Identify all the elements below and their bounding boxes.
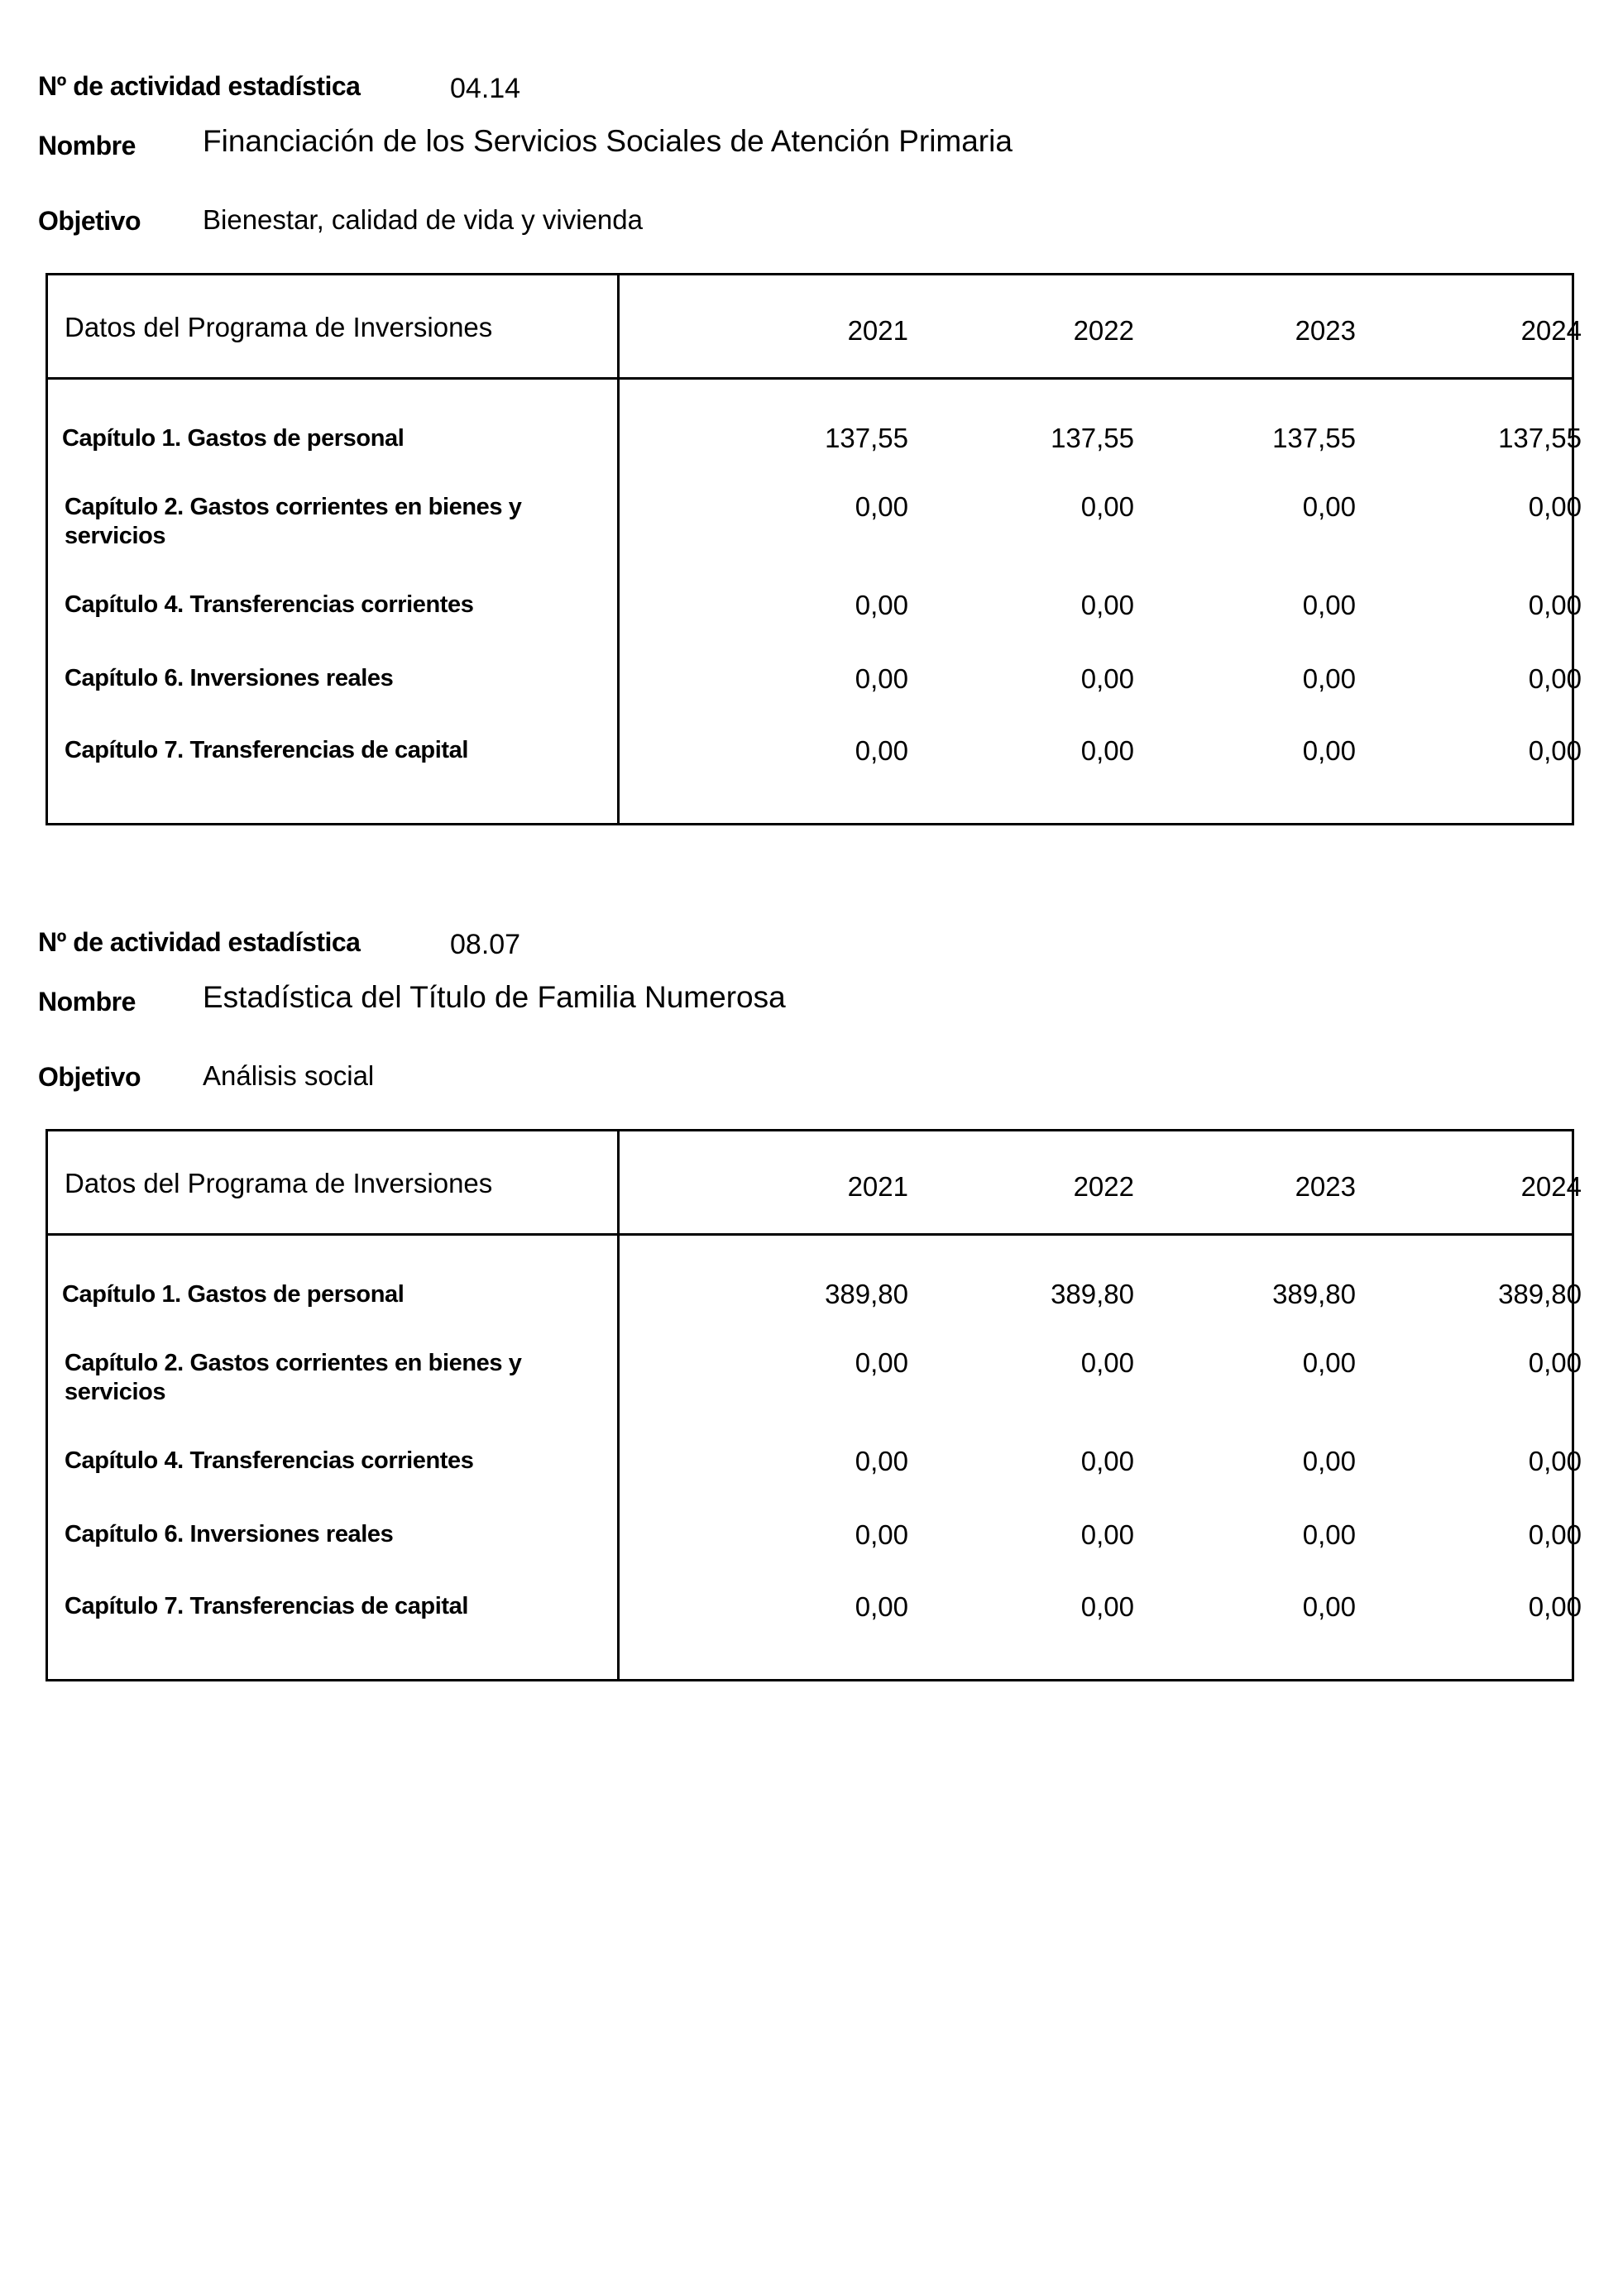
- investment-table: [45, 273, 1582, 825]
- cell-cap1-2021: 137,55: [825, 423, 908, 453]
- cell-cap4-2021: 0,00: [855, 590, 908, 620]
- year-header-2023: 2023: [1295, 315, 1356, 346]
- cell-cap4-2024: 0,00: [1528, 590, 1582, 620]
- cell-cap1-2022: 137,55: [1051, 423, 1134, 453]
- activity-number-label: Nº de actividad estadística: [38, 71, 361, 101]
- objective-label: Objetivo: [38, 1062, 141, 1092]
- cell-cap6-2024: 0,00: [1528, 663, 1582, 694]
- cell-cap6-2022: 0,00: [1080, 1519, 1134, 1550]
- cell-cap4-2021: 0,00: [855, 1446, 908, 1476]
- cell-cap2-2021: 0,00: [855, 491, 908, 522]
- year-header-2024: 2024: [1520, 315, 1582, 346]
- row-label-cap1: Capítulo 1. Gastos de personal: [62, 1281, 405, 1308]
- cell-cap6-2024: 0,00: [1528, 1519, 1582, 1550]
- cell-cap1-2024: 389,80: [1498, 1279, 1582, 1309]
- cell-cap7-2023: 0,00: [1302, 735, 1356, 766]
- cell-cap7-2021: 0,00: [855, 1591, 908, 1622]
- row-label-cap2: Capítulo 2. Gastos corrientes en bienes y servicios: [65, 1350, 522, 1405]
- activity-number-value: 04.14: [450, 73, 521, 104]
- activity-section-1: [0, 0, 1623, 860]
- cell-cap6-2023: 0,00: [1302, 1519, 1356, 1550]
- row-label-cap6: Capítulo 6. Inversiones reales: [65, 1521, 394, 1547]
- header-divider: [48, 377, 1572, 380]
- cell-cap6-2021: 0,00: [855, 1519, 908, 1550]
- cell-cap1-2024: 137,55: [1498, 423, 1582, 453]
- cell-cap2-2024: 0,00: [1528, 1347, 1582, 1378]
- row-label-cap2: Capítulo 2. Gastos corrientes en bienes y servicios: [65, 494, 522, 549]
- name-value: Estadística del Título de Familia Numerosa: [203, 980, 786, 1014]
- cell-cap6-2023: 0,00: [1302, 663, 1356, 694]
- cell-cap7-2024: 0,00: [1528, 1591, 1582, 1622]
- cell-cap2-2023: 0,00: [1302, 491, 1356, 522]
- cell-cap4-2023: 0,00: [1302, 1446, 1356, 1476]
- header-divider: [48, 1233, 1572, 1236]
- row-label-cap4: Capítulo 4. Transferencias corrientes: [65, 1447, 474, 1474]
- year-header-2024: 2024: [1520, 1171, 1582, 1202]
- year-header-2022: 2022: [1073, 1171, 1134, 1202]
- cell-cap7-2022: 0,00: [1080, 1591, 1134, 1622]
- cell-cap7-2024: 0,00: [1528, 735, 1582, 766]
- row-label-cap7: Capítulo 7. Transferencias de capital: [65, 737, 469, 763]
- cell-cap7-2022: 0,00: [1080, 735, 1134, 766]
- row-label-cap4: Capítulo 4. Transferencias corrientes: [65, 591, 474, 618]
- cell-cap6-2022: 0,00: [1080, 663, 1134, 694]
- name-label: Nombre: [38, 131, 136, 160]
- cell-cap1-2022: 389,80: [1051, 1279, 1134, 1309]
- activity-number-label: Nº de actividad estadística: [38, 927, 361, 957]
- year-header-2021: 2021: [847, 315, 908, 346]
- cell-cap2-2022: 0,00: [1080, 491, 1134, 522]
- year-header-2021: 2021: [847, 1171, 908, 1202]
- row-label-cap1: Capítulo 1. Gastos de personal: [62, 425, 405, 452]
- cell-cap1-2023: 389,80: [1272, 1279, 1356, 1309]
- name-label: Nombre: [38, 987, 136, 1016]
- row-label-cap7: Capítulo 7. Transferencias de capital: [65, 1593, 469, 1619]
- row-label-cap6: Capítulo 6. Inversiones reales: [65, 665, 394, 691]
- objective-label: Objetivo: [38, 206, 141, 236]
- cell-cap4-2023: 0,00: [1302, 590, 1356, 620]
- year-header-2022: 2022: [1073, 315, 1134, 346]
- table-header-label: Datos del Programa de Inversiones: [65, 1168, 493, 1198]
- cell-cap4-2024: 0,00: [1528, 1446, 1582, 1476]
- name-value: Financiación de los Servicios Sociales de Atención Primaria: [203, 124, 1013, 158]
- activity-number-value: 08.07: [450, 929, 521, 960]
- objective-value: Análisis social: [203, 1060, 375, 1091]
- cell-cap1-2023: 137,55: [1272, 423, 1356, 453]
- cell-cap2-2022: 0,00: [1080, 1347, 1134, 1378]
- cell-cap2-2023: 0,00: [1302, 1347, 1356, 1378]
- cell-cap1-2021: 389,80: [825, 1279, 908, 1309]
- objective-value: Bienestar, calidad de vida y vivienda: [203, 204, 643, 235]
- cell-cap7-2023: 0,00: [1302, 1591, 1356, 1622]
- column-divider: [617, 1131, 620, 1679]
- cell-cap4-2022: 0,00: [1080, 590, 1134, 620]
- column-divider: [617, 275, 620, 823]
- cell-cap6-2021: 0,00: [855, 663, 908, 694]
- activity-section-2: [0, 856, 1623, 1716]
- cell-cap2-2024: 0,00: [1528, 491, 1582, 522]
- table-header-label: Datos del Programa de Inversiones: [65, 312, 493, 342]
- investment-table: [45, 1129, 1582, 1681]
- cell-cap4-2022: 0,00: [1080, 1446, 1134, 1476]
- year-header-2023: 2023: [1295, 1171, 1356, 1202]
- cell-cap7-2021: 0,00: [855, 735, 908, 766]
- cell-cap2-2021: 0,00: [855, 1347, 908, 1378]
